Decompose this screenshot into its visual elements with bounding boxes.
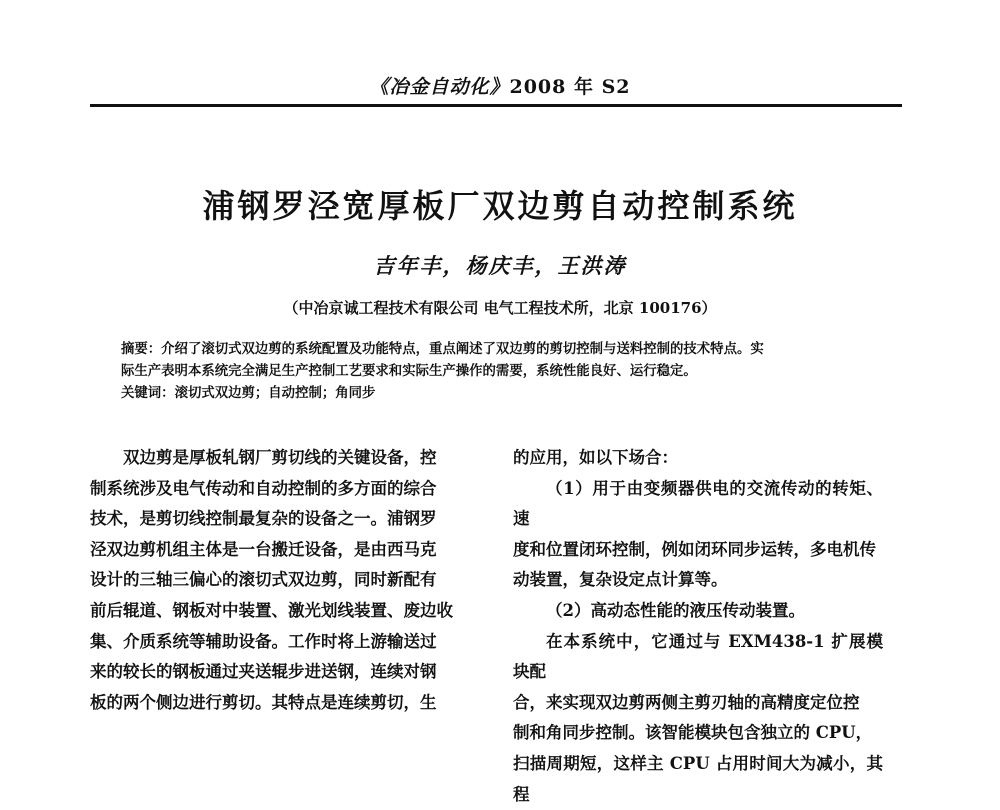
affiliation: （中冶京诚工程技术有限公司 电气工程技术所，北京 100176） [283,299,717,317]
body-right-line: 合，来实现双边剪两侧主剪刃轴的高精度定位控 [513,692,860,712]
body-right-line: 在本系统中，它通过与 EXM438-1 扩展模块配 [513,631,883,682]
body-right-line: （1）用于由变频器供电的交流传动的转矩、速 [513,478,883,529]
body-left-line: 来的较长的钢板通过夹送辊步进送钢，连续对钢 [90,662,437,682]
body-left-line: 设计的三轴三偏心的滚切式双边剪，同时新配有 [90,570,437,590]
body-right-line: 的应用，如以下场合： [513,448,678,467]
body-right-line: 度和位置闭环控制，例如闭环同步运转，多电机传 [513,539,876,559]
body-right-line: 扫描周期短，这样主 CPU 占用时间大为减小，其程 [513,753,883,804]
abstract-block [121,338,881,404]
abstract-label: 摘要： [121,341,162,357]
body-left-line: 技术，是剪切线控制最复杂的设备之一。浦钢罗 [90,509,437,529]
journal-issue: 2008 年 S2 [509,76,631,98]
body-column-left [90,443,460,718]
body-right-line: 动装置，复杂设定点计算等。 [513,570,728,590]
paper-title: 浦钢罗泾宽厚板厂双边剪自动控制系统 [202,187,798,225]
authors: 吉年丰，杨庆丰，王洪涛 [373,253,627,278]
body-left-line: 前后辊道、钢板对中装置、激光划线装置、废边收 [90,600,453,620]
header-rule [90,104,902,107]
body-left-line: 制系统涉及电气传动和自动控制的多方面的综合 [90,478,437,498]
keywords-label: 关键词： [121,385,175,401]
keywords-line [121,382,881,404]
journal-name: 《冶金自动化》 [369,76,510,98]
body-right-line: 制和角同步控制。该智能模块包含独立的 CPU， [513,723,873,743]
abstract-line-1 [121,338,881,360]
keywords-text: 滚切式双边剪；自动控制；角同步 [174,385,376,401]
body-left-line: 板的两个侧边进行剪切。其特点是连续剪切，生 [90,692,437,712]
journal-header [0,72,1000,99]
abstract-text-2: 际生产表明本系统完全满足生产控制工艺要求和实际生产操作的需要，系统性能良好、运行稳定。 [121,363,697,379]
body-column-right [513,443,883,810]
body-left-line: 泾双边剪机组主体是一台搬迁设备，是由西马克 [90,539,437,559]
body-left-line: 双边剪是厚板轧钢厂剪切线的关键设备，控 [123,448,437,467]
body-left-line: 集、介质系统等辅助设备。工作时将上游输送过 [90,631,437,651]
body-right-line: （2）高动态性能的液压传动装置。 [546,600,805,620]
abstract-text-1: 介绍了滚切式双边剪的系统配置及功能特点，重点阐述了双边剪的剪切控制与送料控制的技术特点。实 [161,341,764,357]
